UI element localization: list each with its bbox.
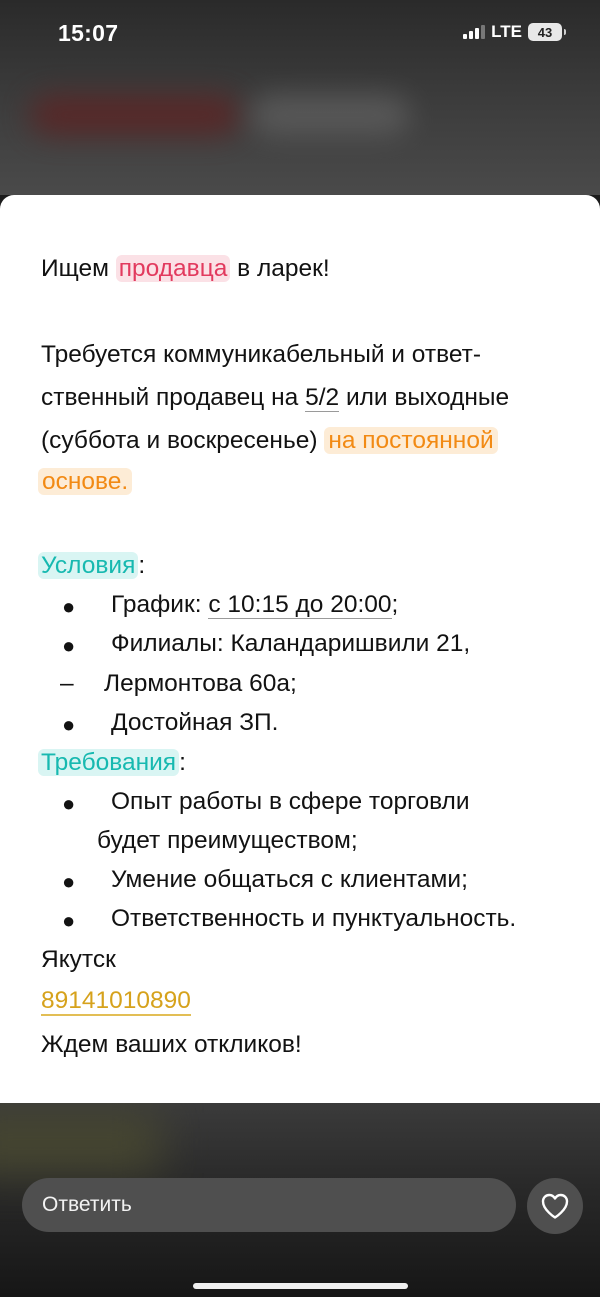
condition-schedule: График: с 10:15 до 20:00; — [111, 591, 399, 618]
highlight-seller: продавца — [116, 255, 231, 282]
status-time: 15:07 — [58, 20, 119, 46]
heart-icon — [540, 1192, 570, 1220]
schedule-hours: с 10:15 до 20:00 — [208, 591, 392, 618]
conditions-heading: Условия : — [38, 549, 145, 583]
phone-link[interactable]: 89141010890 — [41, 987, 191, 1014]
condition-branches-2: Лермонтова 60а; — [104, 670, 297, 697]
city: Якутск — [41, 946, 116, 973]
closing-text: Ждем ваших откликов! — [41, 1031, 302, 1058]
requirements-heading: Требования : — [38, 746, 186, 780]
highlight-basis: основе. — [38, 468, 132, 495]
reply-input[interactable] — [22, 1178, 516, 1232]
battery-icon — [528, 23, 562, 41]
description-line-4 — [38, 465, 132, 499]
bullet-icon: ● — [62, 594, 76, 619]
story-card — [0, 195, 600, 1103]
bullet-icon: ● — [62, 633, 76, 658]
description-line-2: ственный продавец на 5/2 или выходные — [41, 384, 510, 411]
signal-icon — [463, 25, 485, 39]
reply-placeholder: Ответить — [42, 1193, 132, 1216]
network-type: LTE — [491, 22, 522, 41]
blurred-header-background — [0, 0, 600, 195]
bullet-icon: ● — [62, 869, 76, 894]
highlight-requirements: Требования — [38, 749, 179, 776]
like-button[interactable] — [527, 1178, 583, 1234]
home-indicator[interactable] — [193, 1283, 408, 1289]
condition-branches: Филиалы: Каландаришвили 21, — [111, 630, 471, 657]
battery-level: 43 — [537, 24, 553, 40]
requirement-communication: Умение общаться с клиентами; — [111, 866, 468, 893]
bullet-icon: ● — [62, 712, 76, 737]
requirement-experience: Опыт работы в сфере торговли — [111, 788, 470, 815]
requirement-responsibility: Ответственность и пунктуальность. — [111, 905, 517, 932]
condition-salary: Достойная ЗП. — [111, 709, 279, 736]
dash-icon: – — [60, 670, 74, 697]
highlight-permanent: на постоянной — [324, 427, 497, 454]
description-line-1: Требуется коммуникабельный и ответ- — [41, 341, 482, 368]
status-bar — [0, 0, 600, 70]
reply-bar — [0, 1103, 600, 1297]
story-heading: Ищем продавца в ларек! — [41, 255, 330, 282]
requirement-experience-2: будет преимуществом; — [97, 827, 358, 854]
bullet-icon: ● — [62, 908, 76, 933]
bullet-icon: ● — [62, 791, 76, 816]
status-indicators — [463, 22, 562, 42]
highlight-conditions: Условия — [38, 552, 138, 579]
schedule-5-2: 5/2 — [305, 384, 340, 411]
description-line-3: (суббота и воскресенье) на постоянной — [41, 424, 498, 458]
